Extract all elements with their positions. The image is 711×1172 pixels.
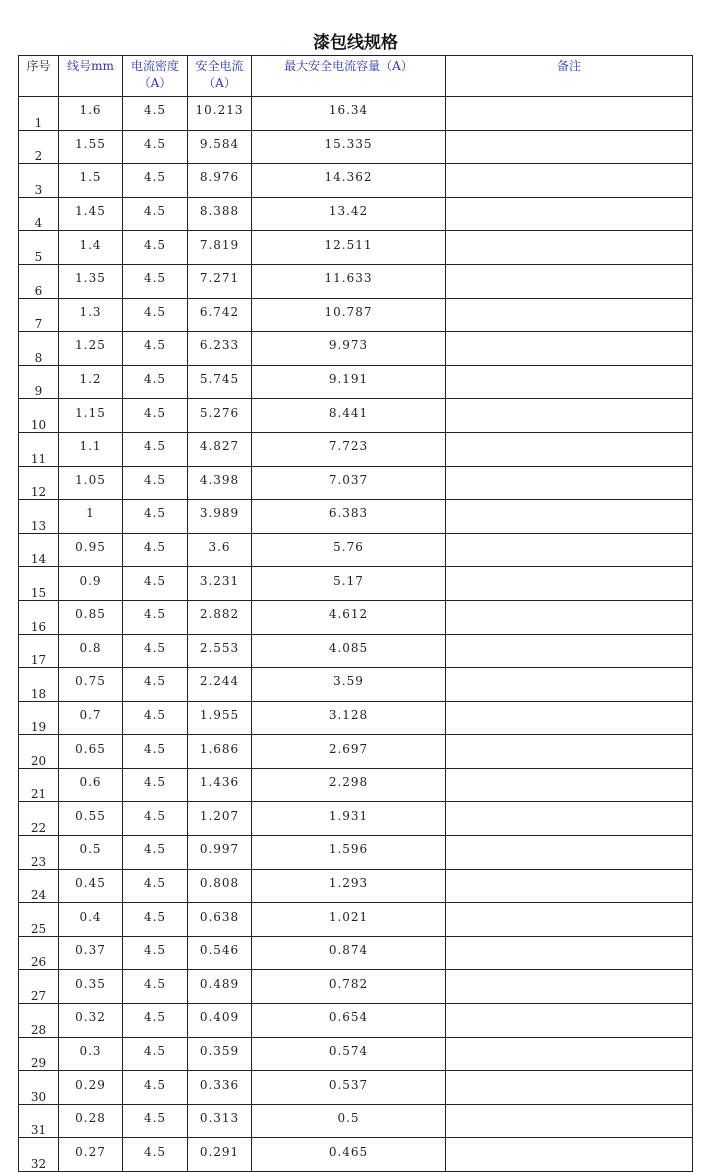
cell-seq: 4	[19, 197, 59, 231]
table-row	[19, 1037, 693, 1071]
cell-max-safe-current: 5.76	[252, 533, 446, 567]
cell-current-density: 4.5	[123, 365, 188, 399]
cell-safe-current: 2.553	[188, 634, 252, 668]
header-current-density	[123, 56, 188, 97]
header-safe-current	[188, 56, 252, 97]
cell-current-density: 4.5	[123, 634, 188, 668]
cell-note	[446, 432, 693, 466]
header-wire-size: 线号mm	[59, 56, 123, 97]
cell-wire-size: 0.4	[59, 903, 123, 937]
cell-wire-size: 0.5	[59, 836, 123, 870]
cell-wire-size: 1.5	[59, 164, 123, 198]
header-current-density-line2: （A）	[138, 76, 172, 90]
cell-safe-current: 0.409	[188, 1004, 252, 1038]
cell-wire-size: 0.45	[59, 869, 123, 903]
cell-note	[446, 735, 693, 769]
table-row	[19, 735, 693, 769]
cell-wire-size: 1.2	[59, 365, 123, 399]
cell-wire-size: 1.55	[59, 130, 123, 164]
cell-note	[446, 936, 693, 970]
cell-safe-current: 7.819	[188, 231, 252, 265]
cell-max-safe-current: 7.723	[252, 432, 446, 466]
cell-current-density: 4.5	[123, 869, 188, 903]
cell-seq: 15	[19, 567, 59, 601]
cell-wire-size: 0.27	[59, 1138, 123, 1172]
table-row	[19, 332, 693, 366]
cell-max-safe-current: 0.574	[252, 1037, 446, 1071]
cell-seq: 28	[19, 1004, 59, 1038]
cell-max-safe-current: 3.59	[252, 668, 446, 702]
cell-current-density: 4.5	[123, 768, 188, 802]
cell-current-density: 4.5	[123, 197, 188, 231]
cell-current-density: 4.5	[123, 399, 188, 433]
cell-current-density: 4.5	[123, 97, 188, 131]
cell-current-density: 4.5	[123, 701, 188, 735]
table-row	[19, 500, 693, 534]
cell-note	[446, 701, 693, 735]
cell-note	[446, 1071, 693, 1105]
cell-current-density: 4.5	[123, 164, 188, 198]
cell-current-density: 4.5	[123, 264, 188, 298]
cell-note	[446, 1004, 693, 1038]
table-row	[19, 97, 693, 131]
cell-wire-size: 1.6	[59, 97, 123, 131]
cell-current-density: 4.5	[123, 567, 188, 601]
table-row	[19, 1138, 693, 1172]
cell-safe-current: 3.989	[188, 500, 252, 534]
header-note: 备注	[446, 56, 693, 97]
cell-note	[446, 365, 693, 399]
cell-max-safe-current: 4.085	[252, 634, 446, 668]
cell-current-density: 4.5	[123, 231, 188, 265]
cell-safe-current: 6.233	[188, 332, 252, 366]
cell-note	[446, 600, 693, 634]
cell-safe-current: 0.336	[188, 1071, 252, 1105]
cell-current-density: 4.5	[123, 466, 188, 500]
cell-note	[446, 130, 693, 164]
cell-max-safe-current: 1.596	[252, 836, 446, 870]
cell-wire-size: 1.3	[59, 298, 123, 332]
table-row	[19, 1004, 693, 1038]
cell-seq: 21	[19, 768, 59, 802]
cell-seq: 26	[19, 936, 59, 970]
cell-note	[446, 332, 693, 366]
cell-max-safe-current: 0.537	[252, 1071, 446, 1105]
cell-seq: 9	[19, 365, 59, 399]
table-row	[19, 365, 693, 399]
cell-safe-current: 4.398	[188, 466, 252, 500]
cell-seq: 22	[19, 802, 59, 836]
cell-safe-current: 0.997	[188, 836, 252, 870]
cell-max-safe-current: 10.787	[252, 298, 446, 332]
cell-current-density: 4.5	[123, 500, 188, 534]
cell-safe-current: 1.955	[188, 701, 252, 735]
cell-max-safe-current: 15.335	[252, 130, 446, 164]
header-safe-current-line1: 安全电流	[195, 59, 244, 73]
table-header-row	[19, 56, 693, 97]
cell-wire-size: 1.05	[59, 466, 123, 500]
table-row	[19, 1071, 693, 1105]
cell-wire-size: 0.75	[59, 668, 123, 702]
cell-max-safe-current: 14.362	[252, 164, 446, 198]
cell-note	[446, 264, 693, 298]
cell-note	[446, 466, 693, 500]
cell-note	[446, 634, 693, 668]
table-row	[19, 802, 693, 836]
cell-seq: 3	[19, 164, 59, 198]
cell-safe-current: 1.436	[188, 768, 252, 802]
cell-current-density: 4.5	[123, 130, 188, 164]
cell-wire-size: 0.85	[59, 600, 123, 634]
cell-wire-size: 0.6	[59, 768, 123, 802]
cell-seq: 24	[19, 869, 59, 903]
cell-current-density: 4.5	[123, 1104, 188, 1138]
cell-current-density: 4.5	[123, 1004, 188, 1038]
cell-note	[446, 231, 693, 265]
cell-safe-current: 0.638	[188, 903, 252, 937]
cell-max-safe-current: 8.441	[252, 399, 446, 433]
cell-safe-current: 6.742	[188, 298, 252, 332]
cell-safe-current: 8.388	[188, 197, 252, 231]
cell-max-safe-current: 16.34	[252, 97, 446, 131]
table-row	[19, 466, 693, 500]
cell-seq: 16	[19, 600, 59, 634]
cell-max-safe-current: 4.612	[252, 600, 446, 634]
cell-max-safe-current: 2.298	[252, 768, 446, 802]
cell-wire-size: 0.32	[59, 1004, 123, 1038]
cell-note	[446, 869, 693, 903]
cell-seq: 17	[19, 634, 59, 668]
table-row	[19, 197, 693, 231]
table-row	[19, 701, 693, 735]
cell-safe-current: 0.546	[188, 936, 252, 970]
cell-wire-size: 0.8	[59, 634, 123, 668]
table-row	[19, 399, 693, 433]
cell-safe-current: 0.359	[188, 1037, 252, 1071]
cell-seq: 10	[19, 399, 59, 433]
cell-max-safe-current: 0.654	[252, 1004, 446, 1038]
cell-note	[446, 164, 693, 198]
cell-note	[446, 903, 693, 937]
cell-current-density: 4.5	[123, 735, 188, 769]
cell-safe-current: 9.584	[188, 130, 252, 164]
cell-current-density: 4.5	[123, 668, 188, 702]
cell-note	[446, 668, 693, 702]
cell-wire-size: 1	[59, 500, 123, 534]
wire-spec-table	[18, 55, 693, 1172]
table-row	[19, 164, 693, 198]
cell-safe-current: 0.489	[188, 970, 252, 1004]
cell-seq: 29	[19, 1037, 59, 1071]
cell-seq: 30	[19, 1071, 59, 1105]
cell-safe-current: 3.6	[188, 533, 252, 567]
cell-current-density: 4.5	[123, 836, 188, 870]
cell-safe-current: 3.231	[188, 567, 252, 601]
cell-wire-size: 1.45	[59, 197, 123, 231]
cell-seq: 2	[19, 130, 59, 164]
cell-current-density: 4.5	[123, 1037, 188, 1071]
cell-current-density: 4.5	[123, 1071, 188, 1105]
cell-seq: 14	[19, 533, 59, 567]
cell-current-density: 4.5	[123, 600, 188, 634]
cell-seq: 13	[19, 500, 59, 534]
cell-current-density: 4.5	[123, 802, 188, 836]
cell-note	[446, 1138, 693, 1172]
cell-seq: 18	[19, 668, 59, 702]
page-title: 漆包线规格	[313, 33, 398, 53]
cell-max-safe-current: 9.973	[252, 332, 446, 366]
cell-seq: 1	[19, 97, 59, 131]
cell-wire-size: 0.3	[59, 1037, 123, 1071]
cell-safe-current: 0.313	[188, 1104, 252, 1138]
cell-current-density: 4.5	[123, 298, 188, 332]
table-row	[19, 231, 693, 265]
cell-max-safe-current: 0.782	[252, 970, 446, 1004]
cell-safe-current: 10.213	[188, 97, 252, 131]
cell-max-safe-current: 1.931	[252, 802, 446, 836]
cell-safe-current: 7.271	[188, 264, 252, 298]
cell-note	[446, 399, 693, 433]
table-row	[19, 432, 693, 466]
cell-max-safe-current: 12.511	[252, 231, 446, 265]
cell-seq: 5	[19, 231, 59, 265]
cell-wire-size: 0.37	[59, 936, 123, 970]
cell-seq: 23	[19, 836, 59, 870]
header-safe-current-line2: （A）	[203, 76, 236, 90]
table-row	[19, 264, 693, 298]
cell-safe-current: 5.745	[188, 365, 252, 399]
cell-wire-size: 0.95	[59, 533, 123, 567]
cell-max-safe-current: 1.293	[252, 869, 446, 903]
table-row	[19, 1104, 693, 1138]
cell-note	[446, 97, 693, 131]
table-row	[19, 869, 693, 903]
header-current-density-line1: 电流密度	[130, 59, 179, 73]
cell-seq: 27	[19, 970, 59, 1004]
cell-max-safe-current: 2.697	[252, 735, 446, 769]
table-row	[19, 903, 693, 937]
cell-max-safe-current: 0.465	[252, 1138, 446, 1172]
cell-max-safe-current: 13.42	[252, 197, 446, 231]
cell-current-density: 4.5	[123, 1138, 188, 1172]
table-row	[19, 634, 693, 668]
cell-safe-current: 0.808	[188, 869, 252, 903]
cell-max-safe-current: 5.17	[252, 567, 446, 601]
cell-note	[446, 567, 693, 601]
cell-current-density: 4.5	[123, 970, 188, 1004]
table-row	[19, 836, 693, 870]
cell-note	[446, 533, 693, 567]
cell-note	[446, 836, 693, 870]
cell-wire-size: 1.1	[59, 432, 123, 466]
cell-wire-size: 1.15	[59, 399, 123, 433]
cell-seq: 11	[19, 432, 59, 466]
cell-note	[446, 1037, 693, 1071]
cell-note	[446, 197, 693, 231]
cell-current-density: 4.5	[123, 332, 188, 366]
cell-wire-size: 0.65	[59, 735, 123, 769]
table-row	[19, 936, 693, 970]
cell-safe-current: 1.686	[188, 735, 252, 769]
table-row	[19, 768, 693, 802]
table-row	[19, 533, 693, 567]
table-row	[19, 567, 693, 601]
cell-max-safe-current: 0.874	[252, 936, 446, 970]
cell-max-safe-current: 11.633	[252, 264, 446, 298]
header-max-safe-current: 最大安全电流容量（A）	[252, 56, 446, 97]
cell-wire-size: 1.4	[59, 231, 123, 265]
cell-current-density: 4.5	[123, 903, 188, 937]
cell-wire-size: 0.29	[59, 1071, 123, 1105]
cell-seq: 31	[19, 1104, 59, 1138]
table-row	[19, 600, 693, 634]
cell-max-safe-current: 3.128	[252, 701, 446, 735]
cell-safe-current: 4.827	[188, 432, 252, 466]
cell-note	[446, 500, 693, 534]
cell-wire-size: 1.25	[59, 332, 123, 366]
cell-safe-current: 1.207	[188, 802, 252, 836]
table-row	[19, 130, 693, 164]
cell-seq: 6	[19, 264, 59, 298]
cell-seq: 19	[19, 701, 59, 735]
cell-max-safe-current: 9.191	[252, 365, 446, 399]
cell-safe-current: 2.882	[188, 600, 252, 634]
cell-wire-size: 0.28	[59, 1104, 123, 1138]
table-row	[19, 668, 693, 702]
header-seq: 序号	[19, 56, 59, 97]
cell-note	[446, 1104, 693, 1138]
cell-safe-current: 8.976	[188, 164, 252, 198]
cell-max-safe-current: 1.021	[252, 903, 446, 937]
cell-max-safe-current: 0.5	[252, 1104, 446, 1138]
cell-current-density: 4.5	[123, 533, 188, 567]
cell-wire-size: 0.7	[59, 701, 123, 735]
cell-seq: 20	[19, 735, 59, 769]
cell-current-density: 4.5	[123, 432, 188, 466]
cell-safe-current: 2.244	[188, 668, 252, 702]
cell-note	[446, 298, 693, 332]
cell-note	[446, 802, 693, 836]
cell-wire-size: 0.35	[59, 970, 123, 1004]
cell-seq: 25	[19, 903, 59, 937]
cell-seq: 32	[19, 1138, 59, 1172]
cell-seq: 7	[19, 298, 59, 332]
table-row	[19, 970, 693, 1004]
cell-note	[446, 970, 693, 1004]
cell-wire-size: 0.9	[59, 567, 123, 601]
table-row	[19, 298, 693, 332]
cell-safe-current: 5.276	[188, 399, 252, 433]
cell-wire-size: 1.35	[59, 264, 123, 298]
cell-max-safe-current: 7.037	[252, 466, 446, 500]
cell-note	[446, 768, 693, 802]
cell-wire-size: 0.55	[59, 802, 123, 836]
cell-seq: 8	[19, 332, 59, 366]
cell-safe-current: 0.291	[188, 1138, 252, 1172]
cell-current-density: 4.5	[123, 936, 188, 970]
cell-seq: 12	[19, 466, 59, 500]
cell-max-safe-current: 6.383	[252, 500, 446, 534]
